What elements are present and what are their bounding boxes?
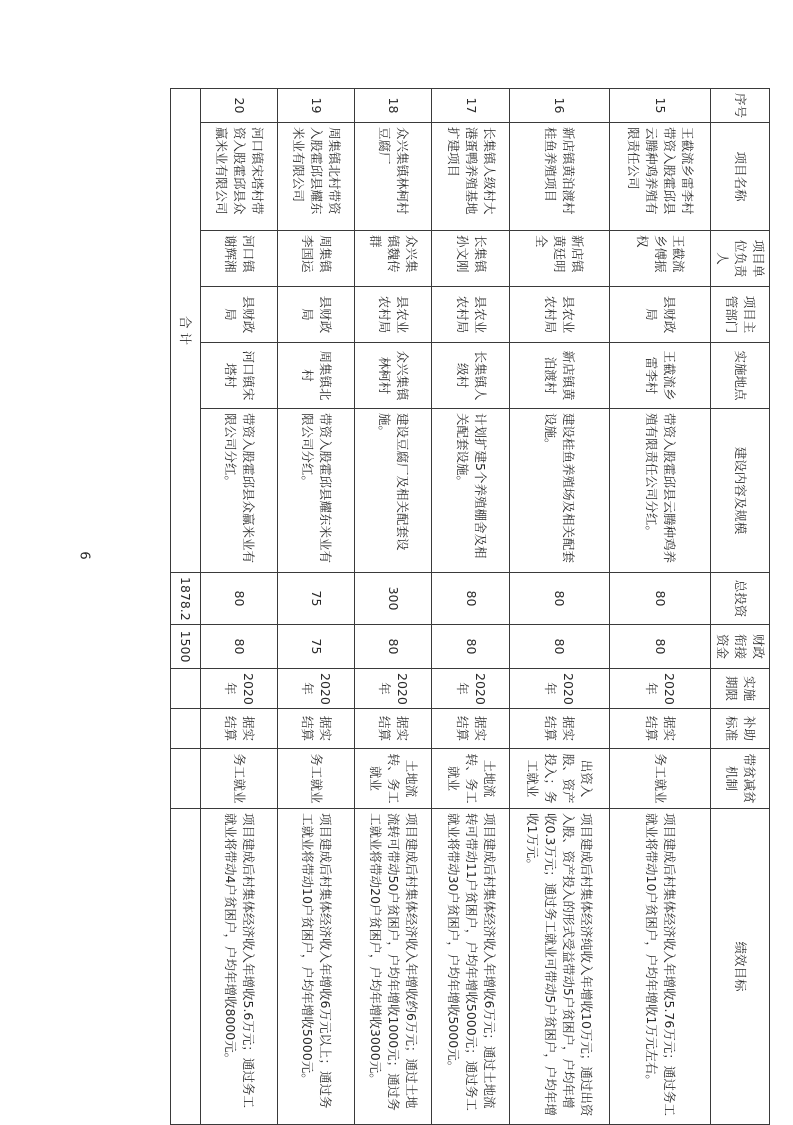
- poverty-mechanism: 务工就业: [201, 749, 278, 809]
- row-number: 19: [278, 89, 355, 123]
- col-header: 实施期限: [711, 669, 770, 709]
- location: 长集镇人级村: [432, 343, 509, 409]
- row-number: 15: [610, 89, 711, 123]
- period: 2020年: [201, 669, 278, 709]
- total-investment: 80: [509, 573, 610, 625]
- subsidy-standard: 据实结算: [278, 709, 355, 749]
- project-name: 河口镇宋塔村带资入股霍邱县众赢米业有限公司: [201, 123, 278, 231]
- page-number: 6: [76, 551, 92, 560]
- fiscal-fund: 80: [432, 625, 509, 669]
- location: 王截流乡雷李村: [610, 343, 711, 409]
- project-name: 王截流乡雷李村带资入股霍邱县云腾种鸡养殖有限责任公司: [610, 123, 711, 231]
- project-leader: 众兴集镇魏传群: [355, 231, 432, 287]
- project-leader: 河口镇谢辉湘: [201, 231, 278, 287]
- total-row: [171, 89, 201, 1125]
- poverty-mechanism: 务工就业: [610, 749, 711, 809]
- col-header: 项目主管部门: [711, 287, 770, 343]
- col-header: 总投资: [711, 573, 770, 625]
- supervising-dept: 县财政局: [201, 287, 278, 343]
- project-leader: 王截流乡傅振权: [610, 231, 711, 287]
- fiscal-fund: 80: [610, 625, 711, 669]
- empty-cell: [171, 749, 201, 809]
- construction-content: 建设桂鱼养殖场及相关配套设施。: [509, 409, 610, 573]
- total-label: 合 计: [171, 89, 201, 573]
- poverty-mechanism: 土地流转、务工就业: [355, 749, 432, 809]
- row-number: 20: [201, 89, 278, 123]
- row-number: 16: [509, 89, 610, 123]
- total-investment: 300: [355, 573, 432, 625]
- performance-goal: 项目建成后村集体经济收入年增收6万元；通过土地流转可带动11户贫困户，户均年增收5000元；通过务工就业将带动30户贫困户，户均年增收5000元。: [432, 809, 509, 1125]
- col-header: 项目名称: [711, 123, 770, 231]
- table-row: [278, 89, 355, 1125]
- construction-content: 带资入股霍邱县众赢米业有限公司分红。: [201, 409, 278, 573]
- col-header: 绩效目标: [711, 809, 770, 1125]
- project-leader: 周集镇李国运: [278, 231, 355, 287]
- rotated-table-sheet: [170, 88, 770, 1124]
- col-header: 带贫减贫机制: [711, 749, 770, 809]
- row-number: 18: [355, 89, 432, 123]
- location: 众兴集镇林柯村: [355, 343, 432, 409]
- period: 2020年: [355, 669, 432, 709]
- col-header: 建设内容及规模: [711, 409, 770, 573]
- project-leader: 新店镇黄廷明全: [509, 231, 610, 287]
- table-row: [201, 89, 278, 1125]
- table-row: [432, 89, 509, 1125]
- location: 新店镇黄泊渡村: [509, 343, 610, 409]
- table-row: [610, 89, 711, 1125]
- subsidy-standard: 据实结算: [610, 709, 711, 749]
- performance-goal: 项目建成后村集体经济收入年增收5.6万元；通过务工就业将带动4户贫困户，户均年增收8000元。: [201, 809, 278, 1125]
- performance-goal: 项目建成后村集体经济纯收入年增收10万元；通过出资入股、资产投入的形式受益带动5户贫困户，户均年增收0.3万元；通过务工就业可带动5户贫困户，户均年增收1万元。: [509, 809, 610, 1125]
- fiscal-fund: 80: [509, 625, 610, 669]
- col-header: 补助标准: [711, 709, 770, 749]
- construction-content: 计划扩建5个养殖棚舍及相关配套设施。: [432, 409, 509, 573]
- poverty-mechanism: 出资入股、资产投入；务工就业: [509, 749, 610, 809]
- row-number: 17: [432, 89, 509, 123]
- empty-cell: [171, 669, 201, 709]
- fiscal-fund: 80: [355, 625, 432, 669]
- construction-content: 带资入股霍邱县耀东米业有限公司分红。: [278, 409, 355, 573]
- construction-content: 建设豆腐厂及相关配套设施。: [355, 409, 432, 573]
- table-header-row: [711, 89, 770, 1125]
- fiscal-fund: 80: [201, 625, 278, 669]
- period: 2020年: [610, 669, 711, 709]
- empty-cell: [171, 709, 201, 749]
- period: 2020年: [509, 669, 610, 709]
- project-name: 周集镇北村带资入股霍邱县耀东米业有限公司: [278, 123, 355, 231]
- location: 周集镇北村: [278, 343, 355, 409]
- supervising-dept: 县财政局: [278, 287, 355, 343]
- poverty-mechanism: 务工就业: [278, 749, 355, 809]
- supervising-dept: 县农业农村局: [432, 287, 509, 343]
- period: 2020年: [432, 669, 509, 709]
- subsidy-standard: 据实结算: [355, 709, 432, 749]
- empty-cell: [171, 809, 201, 1125]
- col-header: 实施地点: [711, 343, 770, 409]
- supervising-dept: 县农业农村局: [355, 287, 432, 343]
- project-leader: 长集镇孙文刚: [432, 231, 509, 287]
- total-investment: 75: [278, 573, 355, 625]
- performance-goal: 项目建成后村集体经济收入年增收5.76万元；通过务工就业将带动10户贫困户，户均年增收1万元左右。: [610, 809, 711, 1125]
- total-investment: 80: [432, 573, 509, 625]
- col-header: 序号: [711, 89, 770, 123]
- total-investment-sum: 1878.2: [171, 573, 201, 625]
- poverty-mechanism: 土地流转、务工就业: [432, 749, 509, 809]
- subsidy-standard: 据实结算: [432, 709, 509, 749]
- project-name: 新店镇黄泊渡村桂鱼养殖项目: [509, 123, 610, 231]
- total-investment: 80: [610, 573, 711, 625]
- table-row: [355, 89, 432, 1125]
- subsidy-standard: 据实结算: [201, 709, 278, 749]
- construction-content: 带资入股霍邱县云腾种鸡养殖有限责任公司分红。: [610, 409, 711, 573]
- fiscal-fund-sum: 1500: [171, 625, 201, 669]
- supervising-dept: 县农业农村局: [509, 287, 610, 343]
- project-name: 众兴集镇林柯村豆腐厂: [355, 123, 432, 231]
- performance-goal: 项目建成后村集体经济收入年增收约6万元；通过土地流转可带动50户贫困户，户均年增收1000元；通过务工就业将带动20户贫困户，户均年增收3000元。: [355, 809, 432, 1125]
- table-row: [509, 89, 610, 1125]
- period: 2020年: [278, 669, 355, 709]
- total-investment: 80: [201, 573, 278, 625]
- location: 河口镇宋塔村: [201, 343, 278, 409]
- subsidy-standard: 据实结算: [509, 709, 610, 749]
- col-header: 项目单位负责人: [711, 231, 770, 287]
- supervising-dept: 县财政局: [610, 287, 711, 343]
- col-header: 财政衔接资金: [711, 625, 770, 669]
- performance-goal: 项目建成后村集体经济收入年增收6万元以上；通过务工就业将带动10户贫困户，户均年增收5000元。: [278, 809, 355, 1125]
- fiscal-fund: 75: [278, 625, 355, 669]
- project-name: 长集镇人级村大港蛋鸭养殖基地扩建项目: [432, 123, 509, 231]
- project-table: [170, 88, 770, 1125]
